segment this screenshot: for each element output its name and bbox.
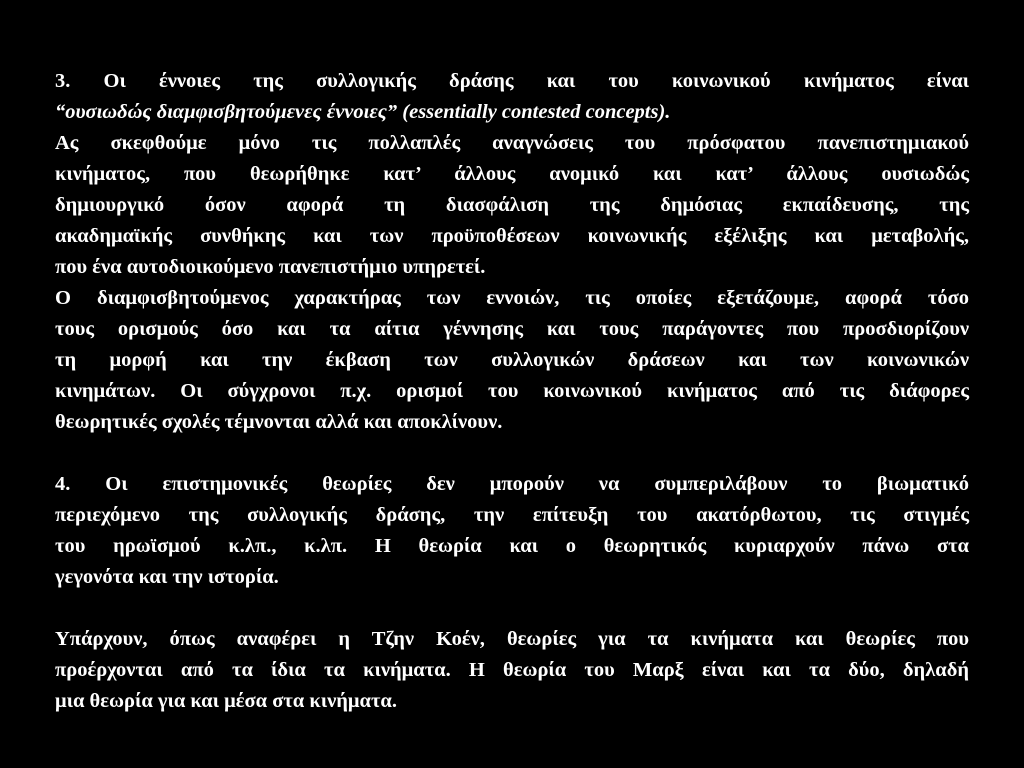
- text-line: που ένα αυτοδιοικούμενο πανεπιστήμιο υπηρετεί.: [55, 256, 486, 278]
- text-line: 4. Οι επιστημονικές θεωρίες δεν μπορούν να συμπεριλάβουν το βιωματικό: [55, 473, 969, 495]
- text-line: μια θεωρία για και μέσα στα κινήματα.: [55, 690, 397, 712]
- paragraph-contested-character: [55, 283, 969, 438]
- paragraph-spacer: [55, 438, 969, 469]
- text-line: δημιουργικό όσον αφορά τη διασφάλιση της δημόσιας εκπαίδευσης, της: [55, 194, 969, 216]
- text-line: τους ορισμούς όσο και τα αίτια γέννησης και τους παράγοντες που προσδιορίζουν: [55, 318, 969, 340]
- paragraph-point-3: [55, 66, 969, 128]
- text-line: περιεχόμενο της συλλογικής δράσης, την επίτευξη του ακατόρθωτου, τις στιγμές: [55, 504, 969, 526]
- text-line: ακαδημαϊκής συνθήκης και των προϋποθέσεων κοινωνικής εξέλιξης και μεταβολής,: [55, 225, 969, 247]
- text-line: Υπάρχουν, όπως αναφέρει η Τζην Κοέν, θεωρίες για τα κινήματα και θεωρίες που: [55, 628, 969, 650]
- text-line: 3. Οι έννοιες της συλλογικής δράσης και του κοινωνικού κινήματος είναι: [55, 70, 969, 92]
- text-line: κινημάτων. Οι σύγχρονοι π.χ. ορισμοί του κοινωνικού κινήματος από τις διάφορες: [55, 380, 969, 402]
- text-line: προέρχονται από τα ίδια τα κινήματα. Η θεωρία του Μαρξ είναι και τα δύο, δηλαδή: [55, 659, 969, 681]
- text-line: τη μορφή και την έκβαση των συλλογικών δράσεων και των κοινωνικών: [55, 349, 969, 371]
- paragraph-point-4: [55, 469, 969, 593]
- text-line: του ηρωϊσμού κ.λπ., κ.λπ. Η θεωρία και ο θεωρητικός κυριαρχούν πάνω στα: [55, 535, 969, 557]
- text-line: θεωρητικές σχολές τέμνονται αλλά και αποκλίνουν.: [55, 411, 503, 433]
- paragraph-university-movement: [55, 128, 969, 283]
- text-line: κινήματος, που θεωρήθηκε κατ’ άλλους ανομικό και κατ’ άλλους ουσιωδώς: [55, 163, 969, 185]
- text-line: Ας σκεφθούμε μόνο τις πολλαπλές αναγνώσεις του πρόσφατου πανεπιστημιακού: [55, 132, 969, 154]
- paragraph-cohen-theories: [55, 624, 969, 717]
- text-line: γεγονότα και την ιστορία.: [55, 566, 279, 588]
- text-line: “ουσιωδώς διαμφισβητούμενες έννοιες” (essentially contested concepts).: [55, 101, 671, 123]
- paragraph-spacer: [55, 593, 969, 624]
- slide-text-body: [55, 66, 969, 717]
- text-line: Ο διαμφισβητούμενος χαρακτήρας των εννοιών, τις οποίες εξετάζουμε, αφορά τόσο: [55, 287, 969, 309]
